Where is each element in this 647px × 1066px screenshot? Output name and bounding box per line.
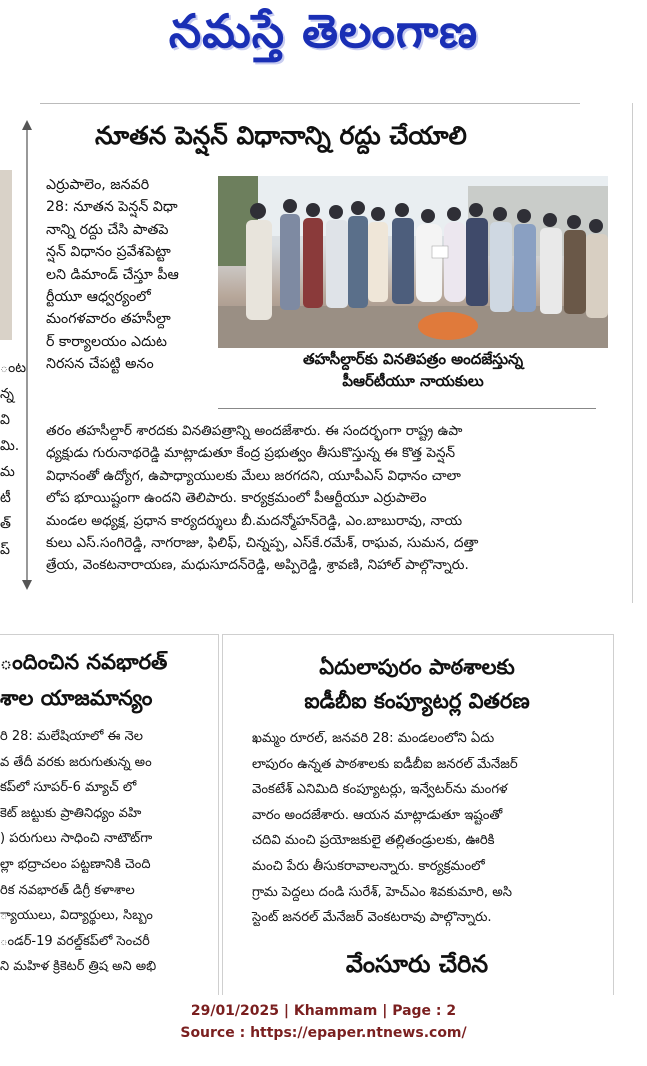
headline-line: ఏదులాపురం పాఠశాలకు xyxy=(319,655,515,679)
fragment: న్న xyxy=(0,386,14,402)
text-line: ఖమ్మం రూరల్, జనవరి 28: మండలంలోని ఏదు xyxy=(252,731,495,746)
fragment: మ xyxy=(0,464,15,480)
top-divider xyxy=(40,103,580,104)
text-line: ర్ కార్యాలయం ఎదుట xyxy=(46,333,167,350)
text-line: త్రేయ, వెంకటనారాయణ, మధుసూదన్‌రెడ్డి, అప్పిరెడ్డి, శ్రావణి, నిహాల్ పాల్గొన్నారు. xyxy=(46,557,469,574)
text-line: లని డిమాండ్ చేస్తూ పీఆ xyxy=(46,266,179,283)
article2-body xyxy=(0,724,214,986)
article1-body xyxy=(46,420,610,577)
text-line: ఎర్రుపాలెం, జనవరి xyxy=(46,177,150,193)
article3-next-headline: వేంసూరు చేరిన xyxy=(345,950,489,978)
caption-line: తహసీల్దార్‌కు వినతిపత్రం అందజేస్తున్న xyxy=(302,350,524,368)
text-line: నాన్ని రద్దు చేసి పాతపె xyxy=(46,221,169,238)
text-line: కెట్ జట్టుకు ప్రాతినిధ్యం వహి xyxy=(0,805,142,821)
text-line: ధ్యక్షుడు గురునాథరెడ్డి మాట్లాడుతూ కేంద్ర ప్రభుత్వం తీసుకొస్తున్న ఈ కొత్త పెన్షన్ xyxy=(46,445,456,462)
article2-headline xyxy=(0,644,215,716)
caption-divider xyxy=(218,408,596,409)
article1-headline: నూతన పెన్షన్ విధానాన్ని రద్దు చేయాలి xyxy=(95,121,467,150)
caption-line: పీఆర్‌టీయూ నాయకులు xyxy=(342,372,484,390)
text-line: ్యాయులు, విద్యార్థులు, సిబ్బం xyxy=(0,908,153,924)
article3-headline xyxy=(222,650,612,718)
text-line: మంచి పేరు తీసుకరావాలన్నారు. కార్యక్రమంలో xyxy=(252,858,485,874)
headline-line: ందించిన నవభారత్ xyxy=(0,650,168,674)
headline-line: ఐడీబీఐ కంప్యూటర్ల వితరణ xyxy=(304,689,530,713)
footer xyxy=(0,1000,647,1044)
text-line: వారం అందజేశారు. ఆయన మాట్లాడుతూ ఇష్టంతో xyxy=(252,807,503,823)
article1-photo xyxy=(218,176,608,348)
text-line: వ తేదీ వరకు జరుగుతున్న అం xyxy=(0,754,152,770)
text-line: ల్లా భద్రాచలం పట్టణానికి చెంది xyxy=(0,856,151,872)
article3-body xyxy=(252,726,608,931)
text-line: ండర్-19 వరల్డ్‌కప్‌లో సెంచరీ xyxy=(0,933,150,949)
text-line: 28: నూతన పెన్షన్ విధా xyxy=(46,199,178,216)
column-arrow-icon xyxy=(22,120,32,590)
text-line: చదివి మంచి ప్రయోజకులై తల్లితండ్రులకు, ఊరికి xyxy=(252,833,495,849)
text-line: ర్టీయూ ఆధ్వర్యంలో xyxy=(46,289,151,306)
masthead xyxy=(0,0,647,80)
fragment: ప్ xyxy=(0,542,10,558)
fragment: టీ xyxy=(0,490,11,506)
text-line: రిక నవభారత్ డిగ్రీ కళాశాల xyxy=(0,882,135,898)
fragment: మి. xyxy=(0,438,20,454)
fragment: త్ xyxy=(0,516,11,532)
text-line: ) పరుగులు సాధించి నాటౌట్‌గా xyxy=(0,831,153,847)
footer-date-line: 29/01/2025 | Khammam | Page : 2 xyxy=(190,1003,457,1019)
text-line: కప్‌లో సూపర్-6 మ్యాచ్ లో xyxy=(0,780,137,796)
article1-intro xyxy=(46,174,212,376)
text-line: ని మహిళ క్రికెటర్ త్రిష అని అభి xyxy=(0,959,157,975)
left-column-fragments xyxy=(0,355,26,563)
text-line: న్షన్ విధానం ప్రవేశపెట్టా xyxy=(46,244,171,261)
text-line: గ్రామ పెద్దలు దండి సురేశ్, హెచ్ఎం శివకుమారి, అసి xyxy=(252,884,513,900)
text-line: లోప భూయిష్టంగా ఉందని తెలిపారు. కార్యక్రమంలో పీఆర్టీయూ ఎర్రుపాలెం xyxy=(46,490,427,507)
text-line: మంగళవారం తహసీల్దా xyxy=(46,311,171,328)
text-line: రి 28: మలేషియాలో ఈ నెల xyxy=(0,729,143,744)
fragment: ంట xyxy=(0,360,26,376)
text-line: వెంకటేశ్ ఎనిమిది కంప్యూటర్లు, ఇన్వేటర్‌ను మంగళ xyxy=(252,782,508,798)
left-photo-fragment xyxy=(0,170,12,340)
text-line: లాపురం ఉన్నత పాఠశాలకు ఐడీబీఐ జనరల్ మేనేజర్ xyxy=(252,756,518,772)
photo-caption xyxy=(218,348,608,392)
newspaper-title: నమస్తే తెలంగాణ xyxy=(168,4,479,58)
text-line: విధానంతో ఉద్యోగ, ఉపాధ్యాయులకు మేలు జరగదని, యూపీఎస్ విధానం చాలా xyxy=(46,467,461,484)
text-line: మండల అధ్యక్ష, ప్రధాన కార్యదర్శులు బీ.మదన్మోహన్‌రెడ్డి, ఎం.బాబురావు, నాయ xyxy=(46,512,463,529)
text-line: కులు ఎస్.సంగిరెడ్డి, నాగరాజు, ఫిలిఫ్, చిన్నప్ప, ఎస్‌కే.రమేశ్, రాఘవ, సుమన, దత్తా xyxy=(46,535,479,552)
right-divider xyxy=(632,103,633,603)
text-line: తరం తహసీల్దార్ శారదకు వినతిపత్రాన్ని అందజేశారు. ఈ సందర్భంగా రాష్ట్ర ఉపా xyxy=(46,423,463,439)
text-line: స్టెంట్ జనరల్ మేనేజర్ వెంకటరావు పాల్గొన్నారు. xyxy=(252,910,492,926)
headline-line: శాల యాజమాన్యం xyxy=(0,686,153,710)
text-line: నిరసన చేపట్టి అనం xyxy=(46,356,154,373)
fragment: వి xyxy=(0,412,10,428)
footer-source-link[interactable]: Source : https://epaper.ntnews.com/ xyxy=(180,1025,467,1041)
